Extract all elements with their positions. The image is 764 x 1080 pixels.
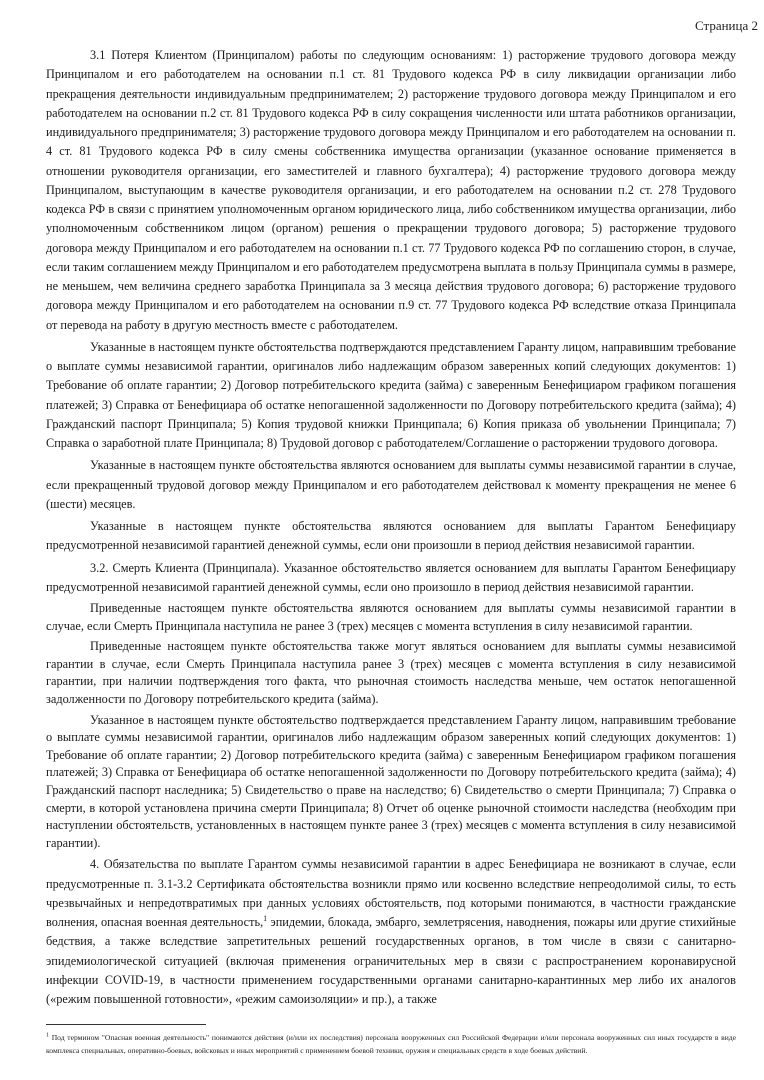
document-body xyxy=(46,46,736,1012)
footnote-text: Под термином "Опасная военная деятельность" понимаются действия (и/или их последствия) персонала вооруженных сил Российской Федерации и/или персонала вооруженных сил иных государств в виде комплекса специальных, оперативно-боевых, войсковых и иных мероприятий с применением боевой техники, оружия и специальных средств в ходе боевых действий. xyxy=(46,1033,736,1055)
page-number: Страница 2 xyxy=(694,18,758,33)
paragraph-4 xyxy=(46,855,736,1009)
paragraph-4-text-start: 4. Обязательства по выплате Гарантом суммы независимой гарантии в адрес Бенефициара не возникают в случае, если предусмотренные п. 3.1-3.2 Сертификата обстоятельства возникли прямо или косвенно вследствие непреодолимой силы, то есть чрезвычайных и непредотвратимых при данных условиях обстоятельств, под которыми понимаются, в частности гражданские волнения, опасная военная деятельность, xyxy=(46,857,736,930)
paragraph-3-1-documents: Указанные в настоящем пункте обстоятельства подтверждаются представлением Гаранту лицом, направившим требование о выплате суммы независимой гарантии, оригиналов либо надлежащим образом заверенных копий следующих документов: 1) Требование об оплате гарантии; 2) Договор потребительского кредита (займа) с заверенным Бенефициаром графиком погашения платежей; 3) Справка от Бенефициара об остатке непогашенной задолженности по Договору потребительского кредита (займа); 4) Гражданский паспорт Принципала; 5) Копия трудовой книжки Принципала; 6) Копия приказа об увольнении Принципала; 7) Справка о заработной плате Принципала; 8) Трудовой договор с работодателем/Соглашение о расторжении трудового договора. xyxy=(46,339,736,450)
paragraph-3-1: 3.1 Потеря Клиентом (Принципалом) работы по следующим основаниям: 1) расторжение трудового договора между Принципалом и его работодателем на основании п.1 ст. 81 Трудового кодекса РФ в силу ликвидации организации либо прекращения деятельности индивидуальным предпринимателем; 2) расторжение трудового договора между Принципалом и его работодателем на основании п.2 ст. 81 Трудового кодекса РФ в силу сокращения численности или штата работников организации, индивидуального предпринимателя; 3) расторжение трудового договора между Принципалом и его работодателем на основании п. 4 ст. 81 Трудового кодекса РФ в силу смены собственника имущества организации (указанное основание применяется в отношении руководителя организации, его заместителей и главного бухгалтера); 4) расторжение трудового договора между Принципалом, выступающим в качестве руководителя организации, и его работодателем на основании п.2 ст. 278 Трудового кодекса РФ в связи с принятием уполномоченным органом юридического лица, либо собственником имущества организации, либо уполномоченным собственником лицом (органом) решения о прекращении трудового договора; 5) расторжение трудового договора между Принципалом и его работодателем на основании п.1 ст. 77 Трудового кодекса РФ по соглашению сторон, в случае, если таким соглашением между Принципалом и его работодателем предусмотрена выплата в пользу Принципала суммы в размере, не меньшем, чем величина среднего заработка Принципала за 3 месяца действия трудового договора; 6) расторжение трудового договора между Принципалом и его работодателем на основании п.9 ст. 77 Трудового кодекса РФ вследствие отказа Принципала от перевода на работу в другую местность вместе с работодателем. xyxy=(46,48,736,332)
paragraph-3-2-documents: Указанное в настоящем пункте обстоятельство подтверждается представлением Гаранту лицом, направившим требование о выплате суммы независимой гарантии, оригиналов либо надлежащим образом заверенных копий следующих документов: 1) Требование об оплате гарантии; 2) Договор потребительского кредита (займа) с заверенным Бенефициаром графиком погашения платежей; 3) Справка от Бенефициара об остатке непогашенной задолженности по Договору потребительского кредита (займа); 4) Гражданский паспорт наследника; 5) Свидетельство о праве на наследство; 6) Свидетельство о смерти Принципала; 7) Справка о смерти, в которой установлена причина смерти Принципала; 8) Отчет об оценке рыночной стоимости наследства (необходим при наступлении обстоятельств, установленных в настоящем пункте ранее 3 (трех) месяцев с момента вступления в силу независимой гарантии). xyxy=(46,712,736,850)
paragraph-3-2-early-death-condition: Приведенные настоящем пункте обстоятельства также могут являться основанием для выплаты суммы независимой гарантии в случае, если Смерть Принципала наступила ранее 3 (трех) месяцев с момента вступления в силу независимой гарантии, при наличии подтверждения того факта, что рыночная стоимость наследства меньше, чем остаток непогашенной задолженности по Договору потребительского кредита (займа). xyxy=(46,639,736,706)
paragraph-4-text-end: эпидемии, блокада, эмбарго, землетрясения, наводнения, пожары или другие стихийные бедствия, а также вследствие запретительных решений государственных органов, в том числе в связи с санитарно-эпидемиологической ситуацией (включая применения ограничительных мер в связи с распространением коронавирусной инфекции COVID-19, в частности применением государственными органами санитарно-карантинных мер либо их аналогов («режим повышенной готовности», «режим самоизоляции» и пр.), а также xyxy=(46,915,737,1007)
footnote-divider xyxy=(46,1024,206,1025)
paragraph-3-2: 3.2. Смерть Клиента (Принципала). Указанное обстоятельство является основанием для выплаты Гарантом Бенефициару предусмотренной независимой гарантией денежной суммы, если оно произошло в период действия независимой гарантии. xyxy=(46,560,736,594)
footnote xyxy=(46,1032,736,1057)
paragraph-3-1-period-condition: Указанные в настоящем пункте обстоятельства являются основанием для выплаты Гарантом Бенефициару предусмотренной независимой гарантией денежной суммы, если они произошли в период действия независимой гарантии. xyxy=(46,519,736,553)
footnote-mark: 1 xyxy=(46,1032,49,1039)
paragraph-3-2-time-condition: Приведенные настоящем пункте обстоятельства являются основанием для выплаты суммы независимой гарантии в случае, если Смерть Принципала наступила не ранее 3 (трех) месяцев с момента вступления в силу независимой гарантии. xyxy=(46,601,736,633)
footnote-reference: 1 xyxy=(263,913,268,923)
paragraph-3-1-duration-condition: Указанные в настоящем пункте обстоятельства являются основанием для выплаты суммы независимой гарантии в случае, если прекращенный трудовой договор между Принципалом и его работодателем действовал к моменту прекращения не менее 6 (шести) месяцев. xyxy=(46,458,736,511)
